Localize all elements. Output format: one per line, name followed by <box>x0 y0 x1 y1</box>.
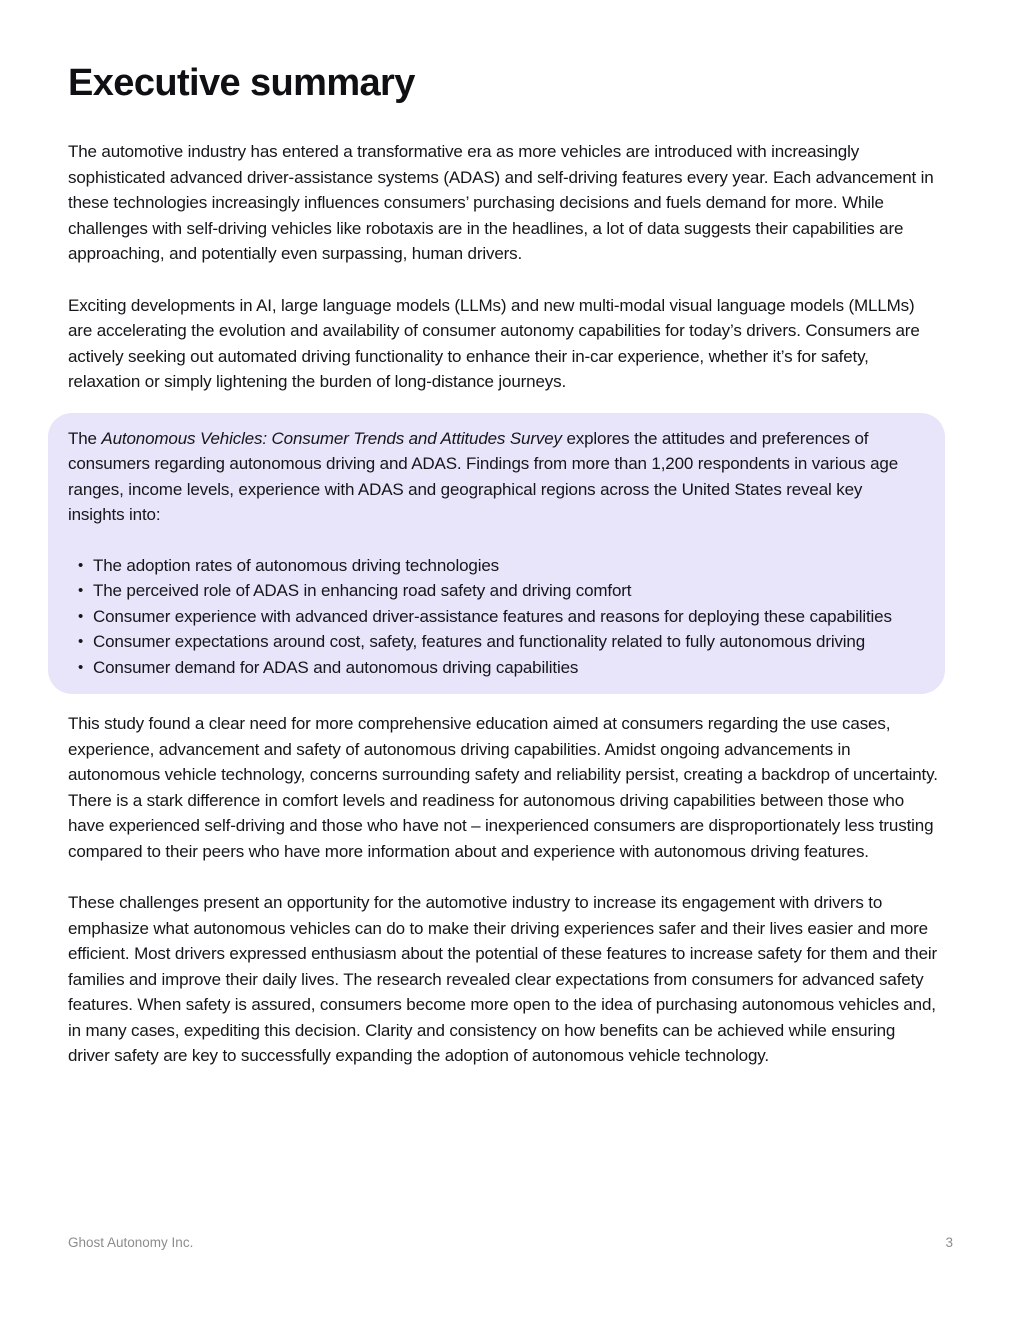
bullet-item-adoption-rates: • The adoption rates of autonomous driving technologies <box>68 553 908 579</box>
opportunity-paragraph: These challenges present an opportunity for the automotive industry to increase its engagement with drivers to emphasize what autonomous vehicles can do to make their driving experiences safer and their lives easier and more efficient. Most drivers expressed enthusiasm about the potential of these features to increase safety for them and their families and improve their daily lives. The research revealed clear expectations from consumers for advanced safety features. When safety is assured, consumers become more open to the idea of purchasing autonomous vehicles and, in many cases, expediting this decision. Clarity and consistency on how benefits can be achieved while ensuring driver safety are key to successfully expanding the adoption of autonomous vehicle technology. <box>68 893 938 1065</box>
bullet-item-perceived-role: • The perceived role of ADAS in enhancing road safety and driving comfort <box>68 578 908 604</box>
callout-intro-paragraph <box>68 426 921 528</box>
callout-intro-suffix: explores the attitudes and preferences of consumers regarding autonomous driving and ADAS. Findings from more than 1,200 respondents in various age ranges, income levels, experience with ADAS and geographical regions across the United States reveal key insights into: <box>68 428 899 524</box>
footer-page-number: 3 <box>945 1235 953 1250</box>
page-footer <box>68 1234 953 1252</box>
callout-intro-prefix: The <box>68 428 102 448</box>
bullet-item-consumer-experience: • Consumer experience with advanced driver-assistance features and reasons for deploying these capabilities <box>68 604 908 630</box>
intro-paragraph-1: The automotive industry has entered a transformative era as more vehicles are introduced with increasingly sophisticated advanced driver-assistance systems (ADAS) and self-driving features every year. Each advancement in these technologies increasingly influences consumers’ purchasing decisions and fuels demand for more. While challenges with self-driving vehicles like robotaxis are in the headlines, a lot of data suggests their capabilities are approaching, and potentially even surpassing, human drivers. <box>68 142 934 263</box>
survey-highlight-box <box>48 413 945 695</box>
intro-paragraph-2: Exciting developments in AI, large language models (LLMs) and new multi-modal visual language models (MLLMs) are accelerating the evolution and availability of consumer autonomy capabilities for today’s drivers. Consumers are actively seeking out automated driving functionality to enhance their in-car experience, whether it’s for safety, relaxation or simply lightening the burden of long-distance journeys. <box>68 295 920 391</box>
page-title: Executive summary <box>68 62 415 104</box>
findings-paragraph: This study found a clear need for more comprehensive education aimed at consumers regarding the use cases, experience, advancement and safety of autonomous driving capabilities. Amidst ongoing advancements in autonomous vehicle technology, concerns surrounding safety and reliability persist, creating a backdrop of uncertainty. There is a stark difference in comfort levels and readiness for autonomous driving capabilities between those who have experienced self-driving and those who have not – inexperienced consumers are disproportionately less trusting compared to their peers who have more information about and experience with autonomous driving features. <box>68 714 938 861</box>
insights-bullet-list <box>68 553 921 681</box>
survey-title-italic: Autonomous Vehicles: Consumer Trends and Attitudes Survey <box>101 428 562 448</box>
bullet-item-consumer-expectations: • Consumer expectations around cost, safety, features and functionality related to fully autonomous driving <box>68 629 908 655</box>
bullet-item-consumer-demand: • Consumer demand for ADAS and autonomous driving capabilities <box>68 655 908 681</box>
footer-company-name: Ghost Autonomy Inc. <box>68 1235 194 1250</box>
